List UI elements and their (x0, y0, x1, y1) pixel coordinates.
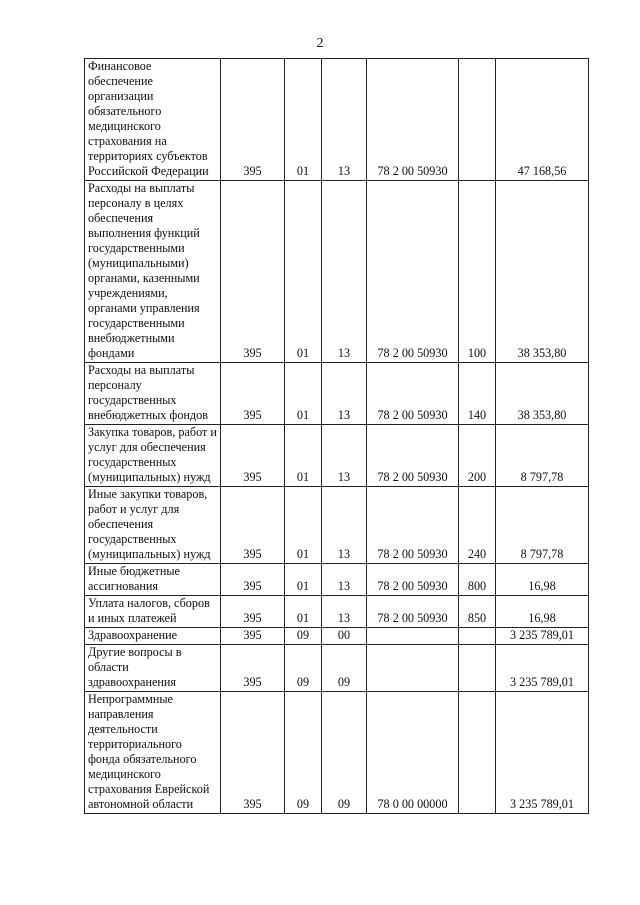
section-code-cell: 01 (285, 181, 322, 363)
amount-cell: 16,98 (496, 596, 589, 628)
row-name-cell: Иные закупки товаров, работ и услуг для обеспечения государственных (муниципальных) нужд (85, 487, 221, 564)
budget-table (84, 58, 589, 814)
table-row (85, 692, 589, 814)
target-article-cell: 78 2 00 50930 (367, 487, 459, 564)
row-name-cell: Финансовое обеспечение организации обязательного медицинского страхования на территориях субъектов Российской Федерации (85, 59, 221, 181)
expense-type-cell (459, 59, 496, 181)
ministry-code-cell: 395 (221, 363, 285, 425)
target-article-cell (367, 628, 459, 645)
row-name-cell: Расходы на выплаты персоналу государственных внебюджетных фондов (85, 363, 221, 425)
table-row (85, 487, 589, 564)
expense-type-cell (459, 692, 496, 814)
table-row (85, 425, 589, 487)
target-article-cell: 78 0 00 00000 (367, 692, 459, 814)
amount-cell: 38 353,80 (496, 181, 589, 363)
ministry-code-cell: 395 (221, 425, 285, 487)
subsection-code-cell: 09 (322, 645, 367, 692)
page-number: 2 (316, 36, 324, 51)
ministry-code-cell: 395 (221, 645, 285, 692)
table-row (85, 645, 589, 692)
table-body (85, 59, 589, 814)
amount-cell: 3 235 789,01 (496, 645, 589, 692)
subsection-code-cell: 13 (322, 425, 367, 487)
table-row (85, 596, 589, 628)
table-row (85, 181, 589, 363)
target-article-cell: 78 2 00 50930 (367, 564, 459, 596)
expense-type-cell (459, 645, 496, 692)
target-article-cell: 78 2 00 50930 (367, 59, 459, 181)
amount-cell: 16,98 (496, 564, 589, 596)
section-code-cell: 01 (285, 564, 322, 596)
table-row (85, 59, 589, 181)
amount-cell: 47 168,56 (496, 59, 589, 181)
section-code-cell: 01 (285, 59, 322, 181)
expense-type-cell (459, 628, 496, 645)
amount-cell: 8 797,78 (496, 425, 589, 487)
subsection-code-cell: 13 (322, 59, 367, 181)
ministry-code-cell: 395 (221, 692, 285, 814)
amount-cell: 3 235 789,01 (496, 628, 589, 645)
section-code-cell: 01 (285, 487, 322, 564)
target-article-cell: 78 2 00 50930 (367, 596, 459, 628)
row-name-cell: Другие вопросы в области здравоохранения (85, 645, 221, 692)
subsection-code-cell: 00 (322, 628, 367, 645)
amount-cell: 38 353,80 (496, 363, 589, 425)
subsection-code-cell: 13 (322, 363, 367, 425)
subsection-code-cell: 13 (322, 181, 367, 363)
table-row (85, 628, 589, 645)
subsection-code-cell: 09 (322, 692, 367, 814)
table-row (85, 564, 589, 596)
expense-type-cell: 850 (459, 596, 496, 628)
section-code-cell: 09 (285, 645, 322, 692)
ministry-code-cell: 395 (221, 59, 285, 181)
amount-cell: 3 235 789,01 (496, 692, 589, 814)
table-row (85, 363, 589, 425)
target-article-cell: 78 2 00 50930 (367, 363, 459, 425)
subsection-code-cell: 13 (322, 596, 367, 628)
section-code-cell: 09 (285, 692, 322, 814)
target-article-cell (367, 645, 459, 692)
expense-type-cell: 240 (459, 487, 496, 564)
target-article-cell: 78 2 00 50930 (367, 181, 459, 363)
amount-cell: 8 797,78 (496, 487, 589, 564)
row-name-cell: Здравоохранение (85, 628, 221, 645)
row-name-cell: Расходы на выплаты персоналу в целях обеспечения выполнения функций государственными (муниципальными) органами, казенными учреждениями, органами управления государственными внебюджетными фондами (85, 181, 221, 363)
ministry-code-cell: 395 (221, 628, 285, 645)
target-article-cell: 78 2 00 50930 (367, 425, 459, 487)
subsection-code-cell: 13 (322, 487, 367, 564)
subsection-code-cell: 13 (322, 564, 367, 596)
row-name-cell: Закупка товаров, работ и услуг для обеспечения государственных (муниципальных) нужд (85, 425, 221, 487)
section-code-cell: 01 (285, 425, 322, 487)
expense-type-cell: 200 (459, 425, 496, 487)
expense-type-cell: 800 (459, 564, 496, 596)
section-code-cell: 01 (285, 363, 322, 425)
section-code-cell: 09 (285, 628, 322, 645)
ministry-code-cell: 395 (221, 487, 285, 564)
row-name-cell: Иные бюджетные ассигнования (85, 564, 221, 596)
expense-type-cell: 100 (459, 181, 496, 363)
ministry-code-cell: 395 (221, 564, 285, 596)
ministry-code-cell: 395 (221, 596, 285, 628)
ministry-code-cell: 395 (221, 181, 285, 363)
row-name-cell: Уплата налогов, сборов и иных платежей (85, 596, 221, 628)
expense-type-cell: 140 (459, 363, 496, 425)
section-code-cell: 01 (285, 596, 322, 628)
row-name-cell: Непрограммные направления деятельности территориального фонда обязательного медицинского страхования Еврейской автономной области (85, 692, 221, 814)
